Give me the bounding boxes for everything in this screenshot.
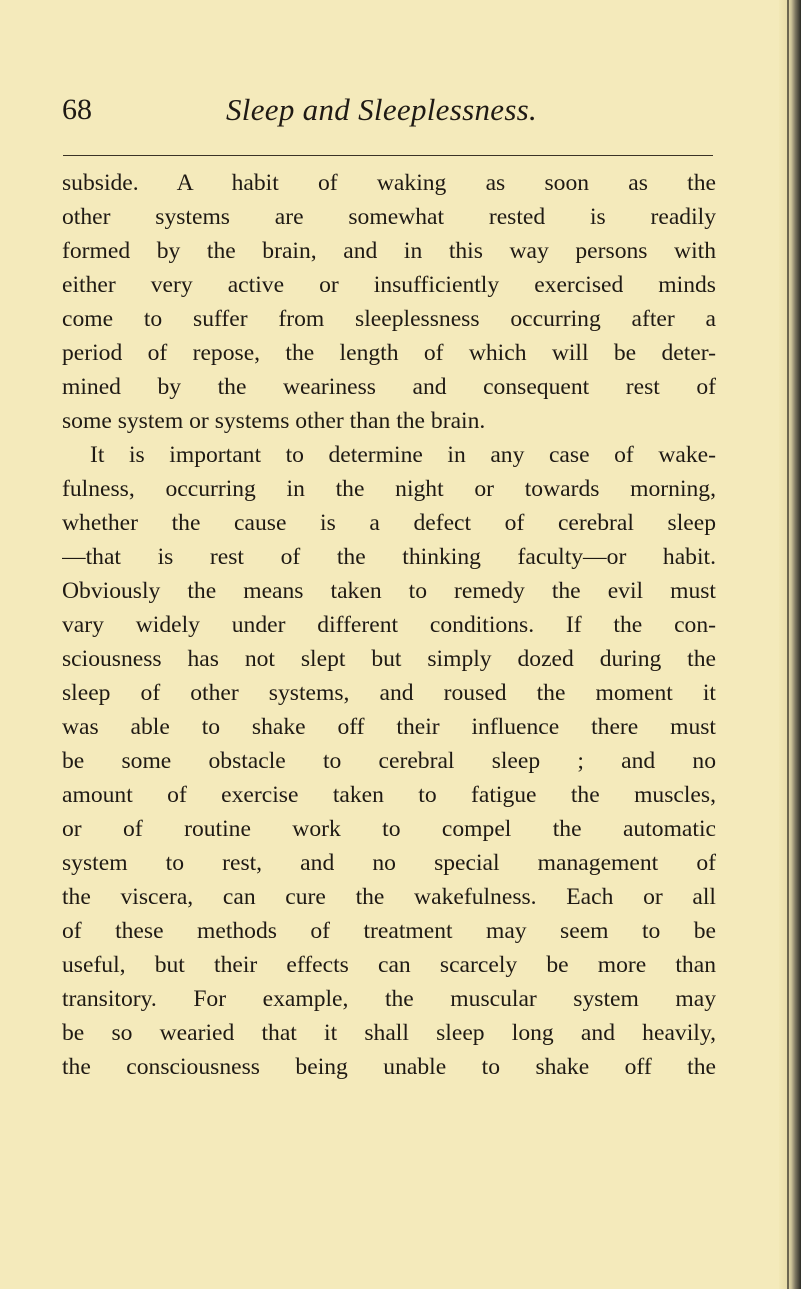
text-line: come to suffer from sleeplessness occurring after a — [62, 306, 716, 332]
text-line: period of repose, the length of which will be deter- — [62, 340, 716, 366]
text-line: be some obstacle to cerebral sleep ; and no — [62, 748, 716, 774]
page-header — [62, 90, 722, 140]
body-text — [62, 166, 716, 1084]
text-line: the consciousness being unable to shake off the — [62, 1054, 716, 1080]
text-line: subside. A habit of waking as soon as the — [62, 170, 716, 196]
text-line: It is important to determine in any case of wake- — [90, 442, 716, 468]
text-line: some system or systems other than the brain. — [62, 408, 486, 434]
text-line: the viscera, can cure the wakefulness. Each or all — [62, 884, 716, 910]
text-line: mined by the weariness and consequent rest of — [62, 374, 716, 400]
text-line: sleep of other systems, and roused the moment it — [62, 680, 716, 706]
text-line: of these methods of treatment may seem to be — [62, 918, 716, 944]
running-title: Sleep and Sleeplessness. — [226, 92, 538, 127]
text-line: whether the cause is a defect of cerebral sleep — [62, 510, 716, 536]
text-line: or of routine work to compel the automatic — [62, 816, 716, 842]
text-line: formed by the brain, and in this way persons with — [62, 238, 716, 264]
binding-edge-line — [787, 0, 789, 1289]
text-line: —that is rest of the thinking faculty—or habit. — [62, 544, 716, 570]
header-rule — [63, 155, 713, 156]
text-line: either very active or insufficiently exercised minds — [62, 272, 716, 298]
text-line: be so wearied that it shall sleep long and heavily, — [62, 1020, 716, 1046]
text-line: other systems are somewhat rested is readily — [62, 204, 716, 230]
page-number: 68 — [62, 93, 92, 126]
text-line: Obviously the means taken to remedy the evil must — [62, 578, 716, 604]
text-line: sciousness has not slept but simply dozed during the — [62, 646, 716, 672]
text-line: useful, but their effects can scarcely be more than — [62, 952, 716, 978]
text-line: was able to shake off their influence there must — [62, 714, 716, 740]
text-line: amount of exercise taken to fatigue the muscles, — [62, 782, 716, 808]
text-line: vary widely under different conditions. If the con- — [62, 612, 716, 638]
page-edge-shadow — [779, 0, 801, 1289]
text-line: system to rest, and no special management of — [62, 850, 716, 876]
text-line: fulness, occurring in the night or towards morning, — [62, 476, 716, 502]
text-line: transitory. For example, the muscular system may — [62, 986, 716, 1012]
